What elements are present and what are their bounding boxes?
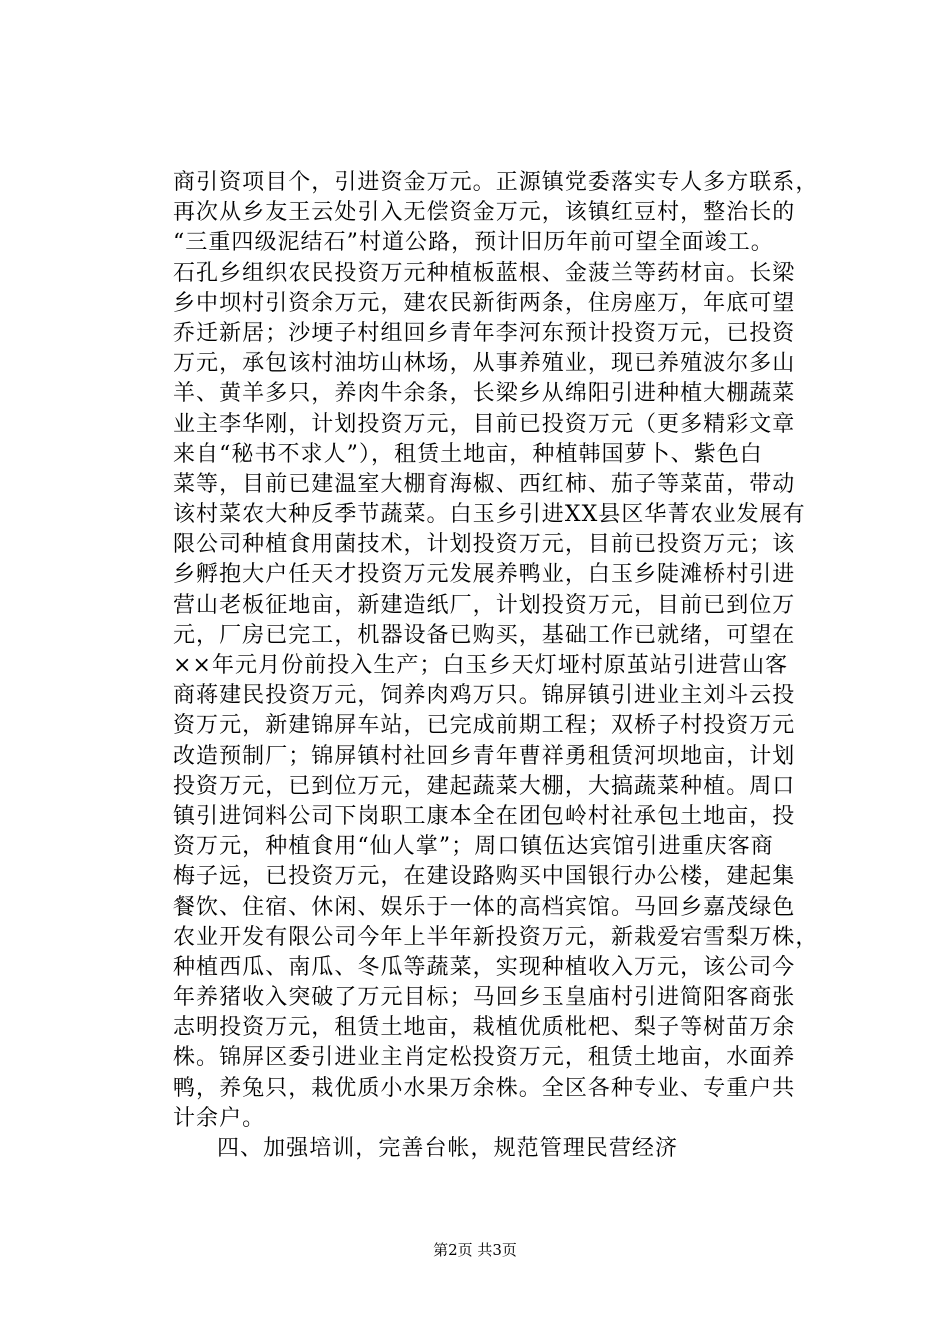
body-line: 商引资项目个，引进资金万元。正源镇党委落实专人多方联系，: [173, 170, 819, 195]
body-line: 年养猪收入突破了万元目标；马回乡玉皇庙村引进简阳客商张: [173, 985, 796, 1011]
body-line: 羊、黄羊多只，养肉牛余条，长梁乡从绵阳引进种植大棚蔬菜: [173, 381, 796, 407]
body-line: 乔迁新居；沙埂子村组回乡青年李河东预计投资万元，已投资: [173, 320, 796, 346]
body-line: 鸭，养兔只，栽优质小水果万余株。全区各种专业、专重户共: [173, 1075, 796, 1101]
body-line: “三重四级泥结石”村道公路，预计旧历年前可望全面竣工。: [173, 230, 774, 256]
body-line: 来自“秘书不求人”），租赁土地亩，种植韩国萝卜、紫色白: [173, 441, 763, 467]
body-line: ××年元月份前投入生产；白玉乡天灯垭村原茧站引进营山客: [173, 653, 789, 678]
page-footer: 第2页 共3页: [433, 1241, 517, 1259]
body-line: 限公司种植食用菌技术，计划投资万元，目前已投资万元；该: [173, 532, 796, 558]
body-line: 种植西瓜、南瓜、冬瓜等蔬菜，实现种植收入万元，该公司今: [173, 954, 796, 980]
body-line: 石孔乡组织农民投资万元种植板蓝根、金菠兰等药材亩。长梁: [173, 260, 796, 286]
body-line: 梅子远，已投资万元，在建设路购买中国银行办公楼，建起集: [173, 864, 796, 890]
body-line: 该村菜农大种反季节蔬菜。白玉乡引进XX县区华菁农业发展有: [173, 502, 806, 528]
body-line: 资万元，新建锦屏车站，已完成前期工程；双桥子村投资万元: [173, 713, 796, 739]
document-body: [173, 168, 863, 1164]
body-line: 投资万元，已到位万元，建起蔬菜大棚，大搞蔬菜种植。周口: [173, 773, 796, 799]
body-line: 志明投资万元，租赁土地亩，栽植优质枇杷、梨子等树苗万余: [173, 1015, 796, 1041]
body-line: 资万元，种植食用“仙人掌”；周口镇伍达宾馆引进重庆客商: [173, 834, 774, 860]
body-line: 计余户。: [173, 1105, 266, 1131]
body-line: 万元，承包该村油坊山林场，从事养殖业，现已养殖波尔多山: [173, 351, 796, 377]
body-line: 镇引进饲料公司下岗职工康本全在团包岭村社承包土地亩，投: [173, 803, 796, 829]
body-line: 再次从乡友王云处引入无偿资金万元，该镇红豆村，整治长的: [173, 200, 796, 226]
body-line: 菜等，目前已建温室大棚育海椒、西红柿、茄子等菜苗，带动: [173, 471, 796, 497]
body-line: 乡中坝村引资余万元，建农民新街两条，住房座万，年底可望: [173, 290, 796, 316]
body-line: 乡孵抱大户任天才投资万元发展养鸭业，白玉乡陡滩桥村引进: [173, 562, 796, 588]
body-line: 元，厂房已完工，机器设备已购买，基础工作已就绪，可望在: [173, 622, 796, 648]
body-line: 商蒋建民投资万元，饲养肉鸡万只。锦屏镇引进业主刘斗云投: [173, 683, 796, 709]
body-line: 营山老板征地亩，新建造纸厂，计划投资万元，目前已到位万: [173, 592, 796, 618]
body-line: 改造预制厂；锦屏镇村社回乡青年曹祥勇租赁河坝地亩，计划: [173, 743, 796, 769]
body-line: 餐饮、住宿、休闲、娱乐于一体的高档宾馆。马回乡嘉茂绿色: [173, 894, 796, 920]
body-line: 农业开发有限公司今年上半年新投资万元，新栽爱宕雪梨万株，: [173, 924, 819, 950]
body-line: 株。锦屏区委引进业主肖定松投资万元，租赁土地亩，水面养: [173, 1045, 796, 1071]
section-heading: 四、加强培训，完善台帐，规范管理民营经济: [217, 1136, 679, 1161]
body-line: 业主李华刚，计划投资万元，目前已投资万元（更多精彩文章: [173, 411, 796, 437]
